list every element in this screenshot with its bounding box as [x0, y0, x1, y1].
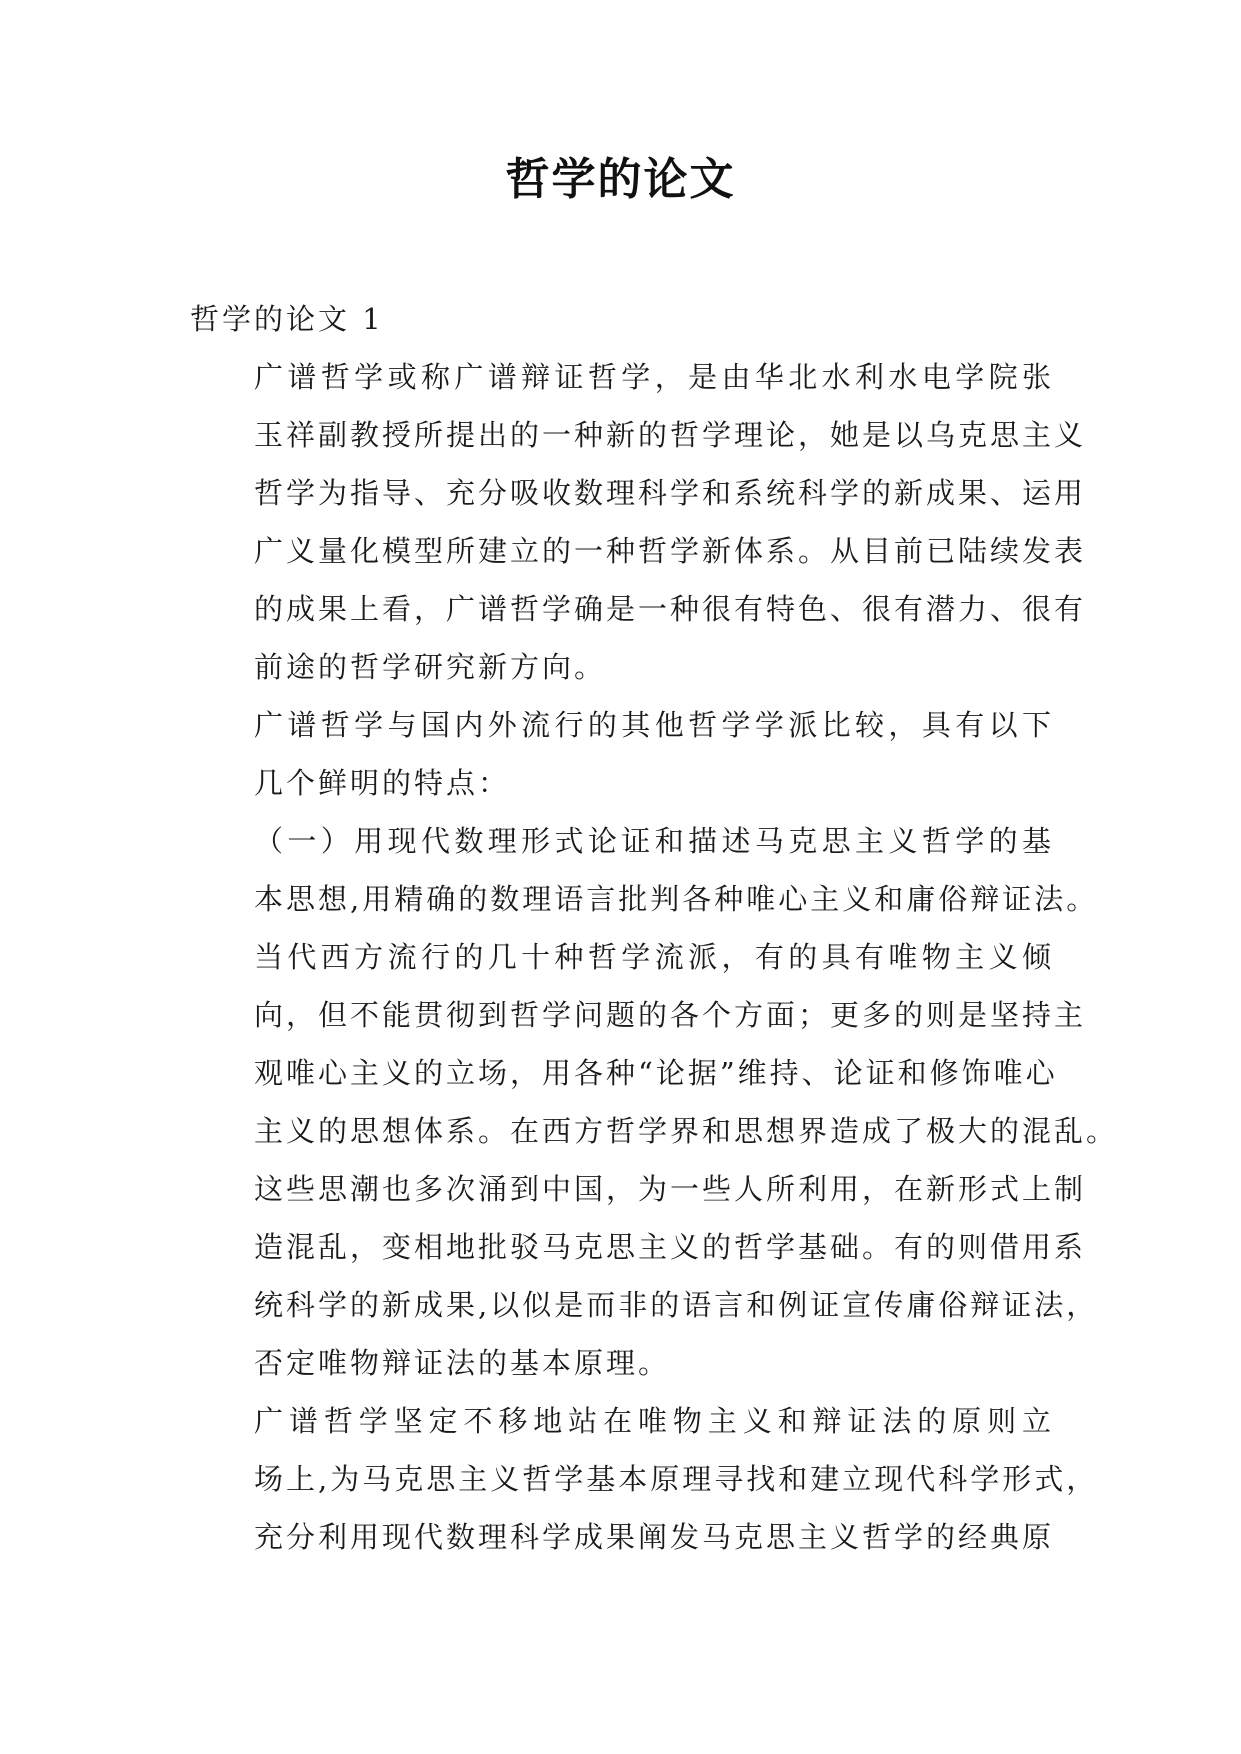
- paragraph-line: 统科学的新成果,以似是而非的语言和例证宣传庸俗辩证法，: [254, 1288, 1099, 1322]
- paragraph-line: 否定唯物辩证法的基本原理。: [254, 1346, 671, 1380]
- paragraph-line: 向，但不能贯彻到哲学问题的各个方面；更多的则是坚持主: [254, 998, 1087, 1032]
- paragraph-4: [190, 928, 1119, 1392]
- paragraph-line: 充分利用现代数理科学成果阐发马克思主义哲学的经典原: [254, 1520, 1055, 1554]
- paragraph-1: [190, 348, 1087, 696]
- paragraph-line: 当代西方流行的几十种哲学流派，有的具有唯物主义倾: [254, 940, 1054, 974]
- paragraph-line: 前途的哲学研究新方向。: [254, 650, 607, 684]
- paragraph-line: 广谱哲学或称广谱辩证哲学，是由华北水利水电学院张: [254, 360, 1054, 394]
- document-title: 哲学的论文: [505, 154, 736, 205]
- paragraph-5: [190, 1392, 1099, 1566]
- paragraph-line: 观唯心主义的立场，用各种“论据”维持、论证和修饰唯心: [254, 1056, 1058, 1090]
- paragraph-line: 这些思潮也多次涌到中国，为一些人所利用，在新形式上制: [254, 1172, 1087, 1206]
- paragraph-line: 场上,为马克思主义哲学基本原理寻找和建立现代科学形式，: [254, 1462, 1099, 1496]
- paragraph-3: [190, 812, 1099, 928]
- paragraph-line: 玉祥副教授所提出的一种新的哲学理论，她是以乌克思主义: [254, 418, 1087, 452]
- document-body: [190, 290, 1119, 1566]
- paragraph-line: 本思想,用精确的数理语言批判各种唯心主义和庸俗辩证法。: [254, 882, 1099, 916]
- paragraph-line: 哲学为指导、充分吸收数理科学和系统科学的新成果、运用: [254, 476, 1087, 510]
- paragraph-2: [190, 696, 1054, 812]
- paragraph-line: 几个鲜明的特点：: [254, 766, 511, 800]
- section-heading: 哲学的论文 1: [190, 302, 384, 336]
- paragraph-line: 造混乱，变相地批驳马克思主义的哲学基础。有的则借用系: [254, 1230, 1087, 1264]
- paragraph-line: 广义量化模型所建立的一种哲学新体系。从目前已陆续发表: [254, 534, 1087, 568]
- paragraph-line: 广谱哲学与国内外流行的其他哲学学派比较，具有以下: [254, 708, 1054, 742]
- paragraph-line: 的成果上看，广谱哲学确是一种很有特色、很有潜力、很有: [254, 592, 1087, 626]
- paragraph-line: （一）用现代数理形式论证和描述马克思主义哲学的基: [254, 824, 1054, 858]
- paragraph-line: 主义的思想体系。在西方哲学界和思想界造成了极大的混乱。: [254, 1114, 1119, 1148]
- paragraph-line: 广谱哲学坚定不移地站在唯物主义和辩证法的原则立: [254, 1404, 1054, 1438]
